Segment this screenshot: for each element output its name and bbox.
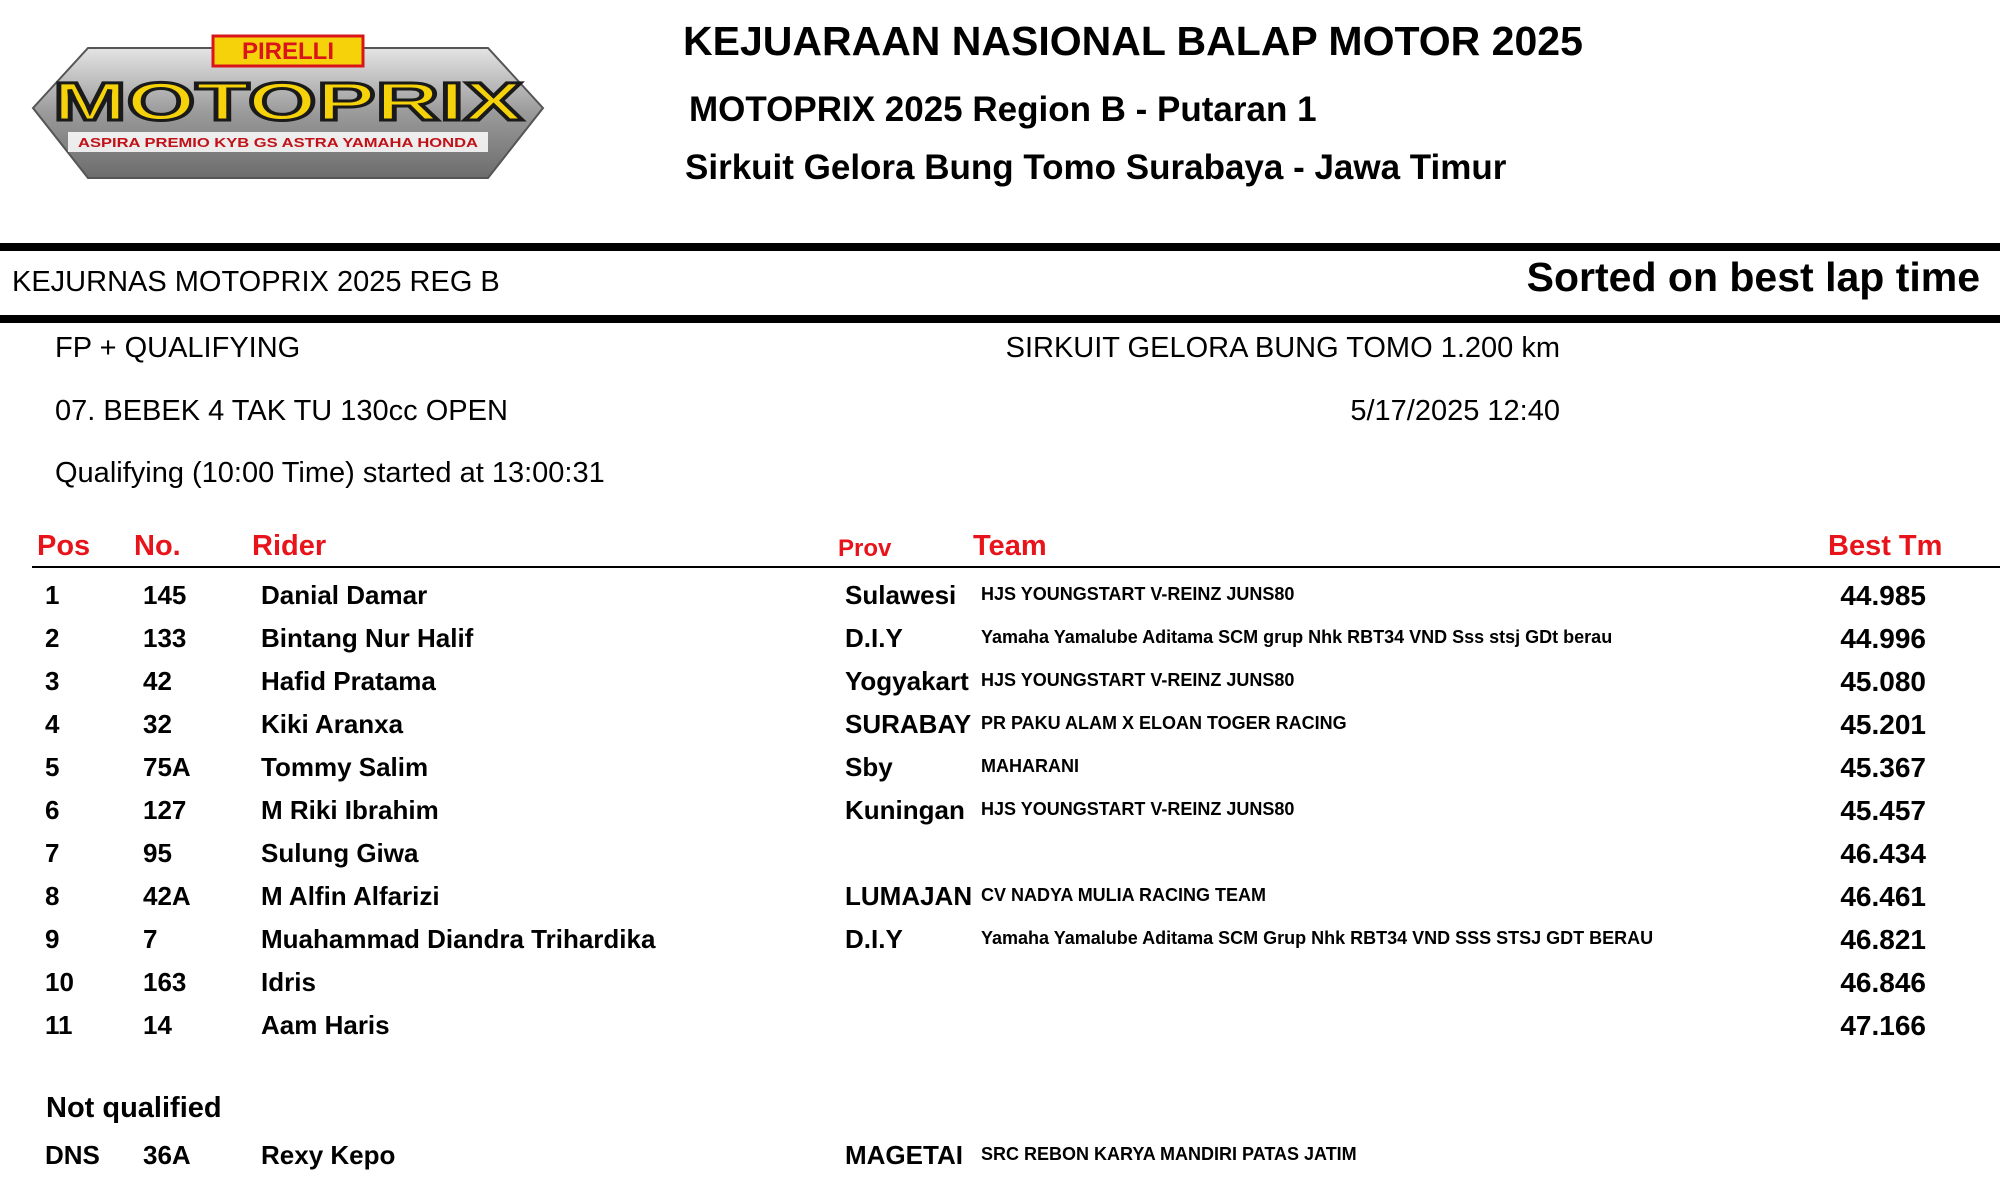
best-time-cell: 45.457 (1840, 795, 1926, 826)
prov-cell: Sby (845, 752, 893, 782)
rider-cell: M Riki Ibrahim (261, 795, 439, 825)
race-class: 07. BEBEK 4 TAK TU 130cc OPEN (55, 395, 508, 427)
header-rule-bottom (0, 315, 2000, 323)
best-time-cell: 45.080 (1840, 666, 1926, 697)
prov-cell: LUMAJAN (845, 881, 973, 911)
not-qualified-heading: Not qualified (46, 1092, 222, 1124)
table-row (0, 795, 2000, 838)
logo-sponsors: ASPIRA PREMIO KYB GS ASTRA YAMAHA HONDA (78, 135, 479, 150)
number-cell: 127 (143, 795, 187, 825)
prov-cell: SURABAY (845, 709, 972, 739)
pos-cell: DNS (45, 1140, 100, 1170)
table-row-not-qualified (0, 1140, 2000, 1190)
sort-note: Sorted on best lap time (1526, 254, 1980, 300)
rider-cell: Sulung Giwa (261, 838, 419, 868)
team-cell: Yamaha Yamalube Aditama SCM grup Nhk RBT34 VND Sss stsj GDt berau (981, 627, 1613, 647)
rider-cell: Aam Haris (261, 1010, 390, 1040)
pos-cell: 10 (45, 967, 74, 997)
motoprix-logo (28, 28, 548, 188)
table-row (0, 1010, 2000, 1053)
circuit-subtitle: Sirkuit Gelora Bung Tomo Surabaya - Jawa Timur (685, 148, 1507, 187)
table-row (0, 924, 2000, 967)
number-cell: 145 (143, 580, 187, 610)
team-cell: CV NADYA MULIA RACING TEAM (981, 885, 1267, 905)
table-row (0, 967, 2000, 1010)
event-name: KEJURNAS MOTOPRIX 2025 REG B (12, 266, 500, 298)
round-subtitle: MOTOPRIX 2025 Region B - Putaran 1 (689, 90, 1317, 129)
prov-cell: D.I.Y (845, 623, 903, 653)
pos-cell: 9 (45, 924, 60, 954)
rider-cell: Idris (261, 967, 316, 997)
number-cell: 32 (143, 709, 172, 739)
number-cell: 133 (143, 623, 187, 653)
rider-cell: Danial Damar (261, 580, 428, 610)
rider-cell: Rexy Kepo (261, 1140, 396, 1170)
best-time-cell: 46.434 (1840, 838, 1926, 869)
best-time-cell: 47.166 (1840, 1010, 1926, 1041)
rider-cell: Bintang Nur Halif (261, 623, 474, 653)
pos-cell: 7 (45, 838, 60, 868)
number-cell: 42 (143, 666, 172, 696)
team-cell: HJS YOUNGSTART V-REINZ JUNS80 (981, 670, 1295, 690)
logo-brand-main: MOTOPRIX (53, 72, 523, 132)
session-datetime: 5/17/2025 12:40 (1350, 395, 1560, 427)
prov-cell: Yogyakart (845, 666, 969, 696)
rider-cell: M Alfin Alfarizi (261, 881, 440, 911)
pos-cell: 11 (45, 1010, 73, 1040)
rider-cell: Hafid Pratama (261, 666, 436, 696)
best-time-cell: 45.201 (1840, 709, 1926, 740)
pos-cell: 1 (45, 580, 60, 610)
pos-cell: 3 (45, 666, 60, 696)
table-row (0, 838, 2000, 881)
session-type: FP + QUALIFYING (55, 332, 301, 364)
team-cell: PR PAKU ALAM X ELOAN TOGER RACING (981, 713, 1347, 733)
rider-cell: Kiki Aranxa (261, 709, 404, 739)
team-cell: HJS YOUNGSTART V-REINZ JUNS80 (981, 799, 1295, 819)
team-cell: Yamaha Yamalube Aditama SCM Grup Nhk RBT34 VND SSS STSJ GDT BERAU (981, 928, 1654, 948)
circuit-length: SIRKUIT GELORA BUNG TOMO 1.200 km (1005, 332, 1560, 364)
number-cell: 42A (143, 881, 191, 911)
pos-cell: 5 (45, 752, 60, 782)
best-time-cell: 46.461 (1840, 881, 1926, 912)
best-time-cell: 44.985 (1840, 580, 1926, 611)
table-row (0, 881, 2000, 924)
pos-cell: 2 (45, 623, 60, 653)
col-header-no: No. (134, 530, 181, 562)
col-header-rider: Rider (252, 530, 327, 562)
team-cell: SRC REBON KARYA MANDIRI PATAS JATIM (981, 1144, 1357, 1164)
number-cell: 75A (143, 752, 191, 782)
team-cell: HJS YOUNGSTART V-REINZ JUNS80 (981, 584, 1295, 604)
best-time-cell: 46.846 (1840, 967, 1926, 998)
prov-cell: Kuningan (845, 795, 965, 825)
number-cell: 163 (143, 967, 187, 997)
table-row (0, 623, 2000, 666)
best-time-cell: 45.367 (1840, 752, 1926, 783)
team-cell: MAHARANI (981, 756, 1079, 776)
col-header-team: Team (973, 530, 1047, 562)
session-start: Qualifying (10:00 Time) started at 13:00:31 (55, 457, 605, 489)
number-cell: 95 (143, 838, 172, 868)
rider-cell: Tommy Salim (261, 752, 429, 782)
table-row (0, 666, 2000, 709)
prov-cell: MAGETAI (845, 1140, 963, 1170)
best-time-cell: 44.996 (1840, 623, 1926, 654)
table-row (0, 580, 2000, 623)
number-cell: 7 (143, 924, 158, 954)
pos-cell: 8 (45, 881, 60, 911)
championship-title: KEJUARAAN NASIONAL BALAP MOTOR 2025 (683, 18, 1583, 64)
table-row (0, 752, 2000, 795)
number-cell: 14 (143, 1010, 172, 1040)
prov-cell: D.I.Y (845, 924, 903, 954)
col-header-best: Best Tm (1828, 530, 1943, 562)
col-header-pos: Pos (37, 530, 91, 562)
best-time-cell: 46.821 (1840, 924, 1926, 955)
logo-brand-top: PIRELLI (241, 38, 335, 65)
prov-cell: Sulawesi (845, 580, 957, 610)
rider-cell: Muahammad Diandra Trihardika (261, 924, 656, 954)
table-header-rule (32, 566, 2000, 568)
table-row (0, 709, 2000, 752)
header-rule-top (0, 243, 2000, 251)
col-header-prov: Prov (838, 535, 892, 562)
pos-cell: 4 (45, 709, 60, 739)
pos-cell: 6 (45, 795, 60, 825)
number-cell: 36A (143, 1140, 191, 1170)
